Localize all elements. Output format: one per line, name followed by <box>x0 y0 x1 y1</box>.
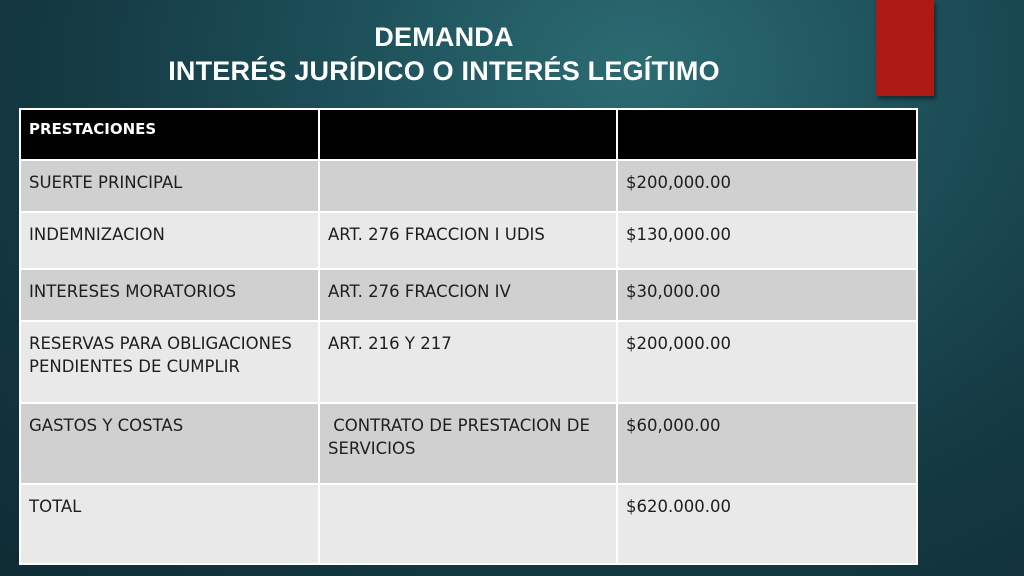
claim-item: RESERVAS PARA OBLIGACIONES PENDIENTES DE CUMPLIR <box>20 321 319 403</box>
legal-basis: ART. 216 Y 217 <box>319 321 617 403</box>
table-header-row <box>20 109 917 160</box>
claim-amount: $200,000.00 <box>617 321 917 403</box>
table-row <box>20 160 917 212</box>
claim-amount: $130,000.00 <box>617 212 917 269</box>
table-row <box>20 403 917 484</box>
claims-table <box>19 108 918 565</box>
claim-amount: $200,000.00 <box>617 160 917 212</box>
legal-basis: ART. 276 FRACCION IV <box>319 269 617 321</box>
legal-basis: ART. 276 FRACCION I UDIS <box>319 212 617 269</box>
table-row <box>20 321 917 403</box>
table-row <box>20 212 917 269</box>
claim-item: TOTAL <box>20 484 319 564</box>
header-cell <box>319 109 617 160</box>
slide-title-line-2: INTERÉS JURÍDICO O INTERÉS LEGÍTIMO <box>168 56 720 86</box>
slide-title-line-1: DEMANDA <box>374 22 514 52</box>
claim-item: INDEMNIZACION <box>20 212 319 269</box>
table-row <box>20 484 917 564</box>
slide-title <box>0 20 888 88</box>
claim-amount: $30,000.00 <box>617 269 917 321</box>
claim-amount: $60,000.00 <box>617 403 917 484</box>
legal-basis: CONTRATO DE PRESTACION DE SERVICIOS <box>319 403 617 484</box>
legal-basis <box>319 484 617 564</box>
claim-item: SUERTE PRINCIPAL <box>20 160 319 212</box>
header-cell <box>617 109 917 160</box>
table-row <box>20 269 917 321</box>
legal-basis <box>319 160 617 212</box>
claim-amount: $620.000.00 <box>617 484 917 564</box>
claim-item: GASTOS Y COSTAS <box>20 403 319 484</box>
claim-item: INTERESES MORATORIOS <box>20 269 319 321</box>
header-cell: PRESTACIONES <box>20 109 319 160</box>
